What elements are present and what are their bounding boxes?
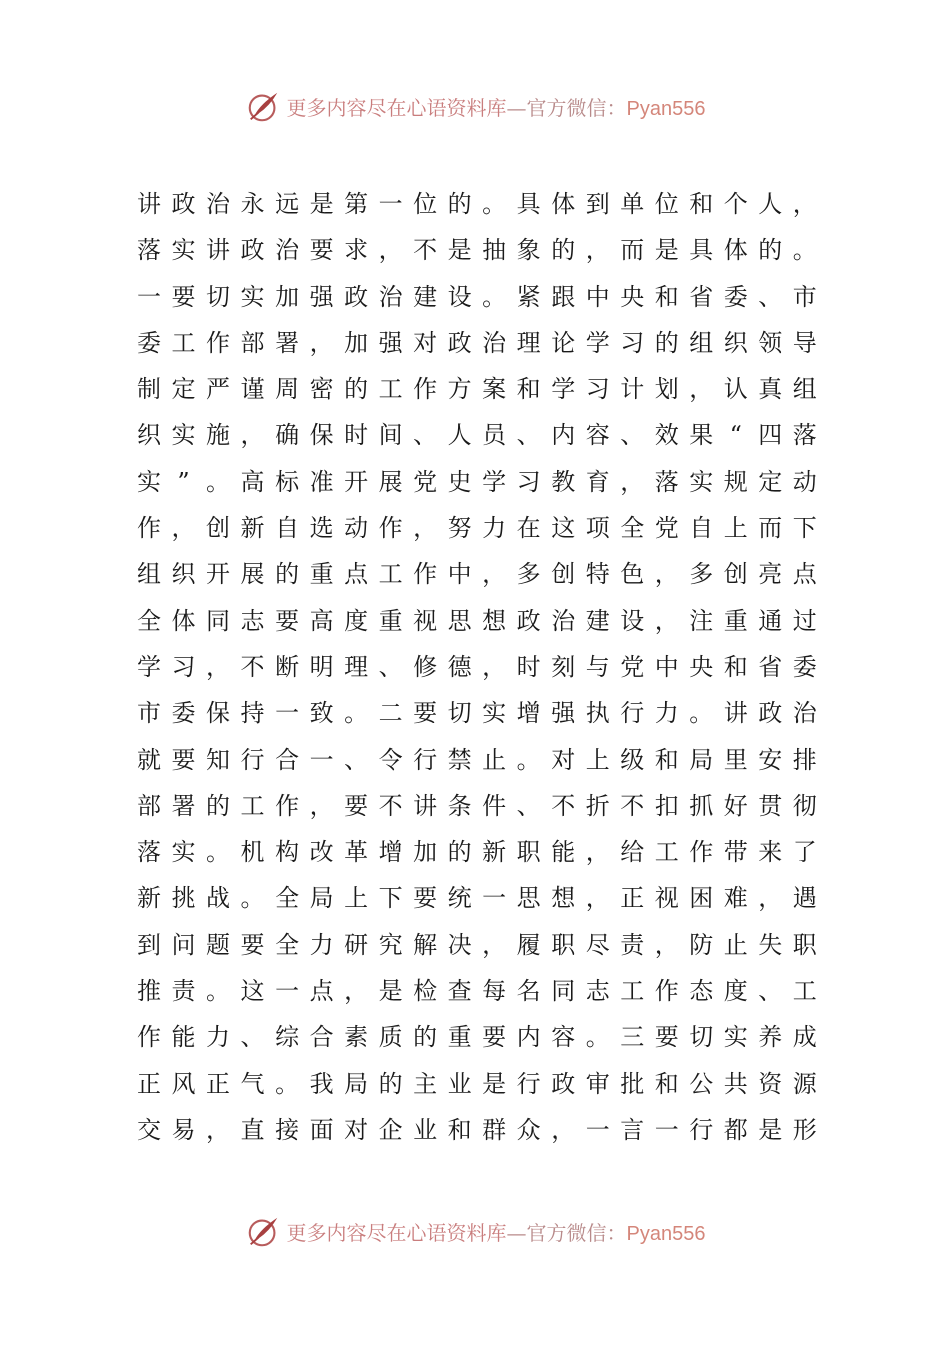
watermark-sub: 官方微信：: [526, 1220, 627, 1245]
body-text-line: 一 要 切 实 加 强 政 治 建 设 。 紧 跟 中 央 和 省 委 、 市: [137, 282, 817, 311]
body-text-line: 正 风 正 气 。 我 局 的 主 业 是 行 政 审 批 和 公 共 资 源: [137, 1069, 817, 1098]
quill-pen-logo-icon: [245, 87, 283, 125]
header-watermark-banner: [0, 86, 950, 126]
watermark-text: [287, 1217, 706, 1246]
body-text-line: 落 实 讲 政 治 要 求 ， 不 是 抽 象 的 ， 而 是 具 体 的 。: [137, 236, 817, 265]
body-text-line: 到 问 题 要 全 力 研 究 解 决 ， 履 职 尽 责 ， 防 止 失 职: [137, 930, 817, 959]
body-text-line: 市 委 保 持 一 致 。 二 要 切 实 增 强 执 行 力 。 讲 政 治: [137, 699, 817, 728]
watermark-id: Pyan556: [626, 97, 706, 120]
watermark-text: [287, 92, 706, 121]
body-text-line: 推 责 。 这 一 点 ， 是 检 查 每 名 同 志 工 作 态 度 、 工: [137, 977, 817, 1006]
body-text-line: 讲 政 治 永 远 是 第 一 位 的 。 具 体 到 单 位 和 个 人 ，: [137, 190, 817, 218]
watermark-dash: —: [506, 95, 527, 120]
watermark-sub: 官方微信：: [526, 95, 627, 120]
body-text-line: 落 实 。 机 构 改 革 增 加 的 新 职 能 ， 给 工 作 带 来 了: [137, 838, 817, 867]
body-text-line: 新 挑 战 。 全 局 上 下 要 统 一 思 想 ， 正 视 困 难 ， 遇: [137, 884, 817, 913]
body-text-line: 学 习 ， 不 断 明 理 、 修 德 ， 时 刻 与 党 中 央 和 省 委: [137, 652, 817, 681]
body-text-line: 作 能 力 、 综 合 素 质 的 重 要 内 容 。 三 要 切 实 养 成: [137, 1023, 817, 1052]
body-text-line: 部 署 的 工 作 ， 要 不 讲 条 件 、 不 折 不 扣 抓 好 贯 彻: [137, 791, 817, 820]
body-text-line: 组 织 开 展 的 重 点 工 作 中 ， 多 创 特 色 ， 多 创 亮 点: [137, 560, 817, 589]
body-text-line: 制 定 严 谨 周 密 的 工 作 方 案 和 学 习 计 划 ， 认 真 组: [137, 375, 817, 404]
watermark-main: 更多内容尽在心语资料库: [286, 1220, 507, 1245]
watermark-main: 更多内容尽在心语资料库: [286, 95, 507, 120]
body-text-line: 作 ， 创 新 自 选 动 作 ， 努 力 在 这 项 全 党 自 上 而 下: [137, 514, 817, 543]
body-text-line: 实 ” 。 高 标 准 开 展 党 史 学 习 教 育 ， 落 实 规 定 动: [137, 467, 817, 496]
quill-pen-logo-icon: [245, 1212, 283, 1250]
body-text-line: 就 要 知 行 合 一 、 令 行 禁 止 。 对 上 级 和 局 里 安 排: [137, 745, 817, 774]
body-text-line: 全 体 同 志 要 高 度 重 视 思 想 政 治 建 设 ， 注 重 通 过: [137, 606, 817, 635]
watermark-id: Pyan556: [626, 1222, 706, 1245]
watermark-dash: —: [506, 1220, 527, 1245]
body-text-line: 织 实 施 ， 确 保 时 间 、 人 员 、 内 容 、 效 果 “ 四 落: [137, 421, 817, 450]
footer-watermark-banner: [0, 1211, 950, 1251]
body-text-line: 交 易 ， 直 接 面 对 企 业 和 群 众 ， 一 言 一 行 都 是 形: [137, 1115, 817, 1144]
document-body: [137, 181, 817, 1153]
body-text-line: 委 工 作 部 署 ， 加 强 对 政 治 理 论 学 习 的 组 织 领 导: [137, 328, 817, 357]
